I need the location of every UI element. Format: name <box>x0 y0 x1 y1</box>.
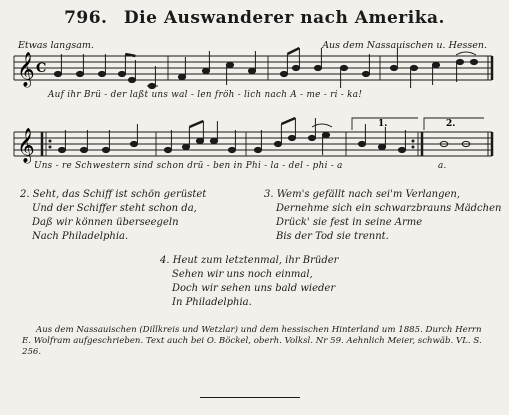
repeat-dot <box>412 140 415 143</box>
verse-line: Doch wir sehen uns bald wieder <box>172 283 336 294</box>
verse-line: Sehen wir uns noch einmal, <box>172 269 313 280</box>
verse-line: Und der Schiffer steht schon da, <box>32 203 197 214</box>
verse-line: 2. Seht, das Schiff ist schön gerüstet <box>20 189 207 200</box>
song-number: 796. <box>64 8 108 28</box>
verse-line: 4. Heut zum letztenmal, ihr Brüder <box>160 255 339 266</box>
verse-line: Bis der Tod sie trennt. <box>276 231 389 242</box>
verse-line: Daß wir können überseegeln <box>32 217 179 228</box>
verse-line: Nach Philadelphia. <box>32 231 129 242</box>
verse-4 <box>160 254 338 310</box>
lyrics-line-2: Uns - re Schwestern sind schon drü - ben in Phi - la - del - phi - a <box>34 161 343 171</box>
lyrics-line-1: Auf ihr Brü - der laßt uns wal - len fröh - lich nach A - me - ri - ka! <box>48 90 363 100</box>
song-title-text: Die Auswanderer nach Amerika. <box>123 8 445 28</box>
verse-line: Dernehme sich ein schwarzbrauns Mädchen <box>276 203 502 214</box>
tempo-marking: Etwas langsam. <box>18 40 94 51</box>
verse-line: Drück' sie fest in seine Arme <box>276 217 423 228</box>
repeat-dot <box>412 146 415 149</box>
verse-2 <box>20 188 206 244</box>
divider <box>200 397 300 398</box>
verse-line: In Philadelphia. <box>172 297 252 308</box>
ending-2-label: 2. <box>446 119 456 129</box>
repeat-dot <box>49 140 52 143</box>
source-note: Aus dem Nassauischen (Dillkreis und Wetzlar) und dem hessischen Hinterland um 1885. Durch Herrn E. Wolfram aufgeschrieben. Text auch bei O. Böckel, oberh. Volksl. Nr 59. Aehnlich Meier, schwäb. VL. S. 256. <box>22 325 482 357</box>
treble-clef-icon: 𝄞 <box>17 128 35 163</box>
ending-1-label: 1. <box>378 119 388 129</box>
volta-brackets <box>352 118 484 130</box>
treble-clef-icon: 𝄞 <box>17 52 35 87</box>
repeat-dot <box>49 146 52 149</box>
time-signature: C <box>36 61 47 76</box>
verse-line: 3. Wem's gefällt nach sei'm Verlangen, <box>264 189 461 200</box>
lyrics-line-2-ending: a. <box>438 161 447 171</box>
song-origin: Aus dem Nassauischen u. Hessen. <box>322 40 487 51</box>
verse-3 <box>264 188 501 244</box>
notes-line-2 <box>58 118 469 155</box>
